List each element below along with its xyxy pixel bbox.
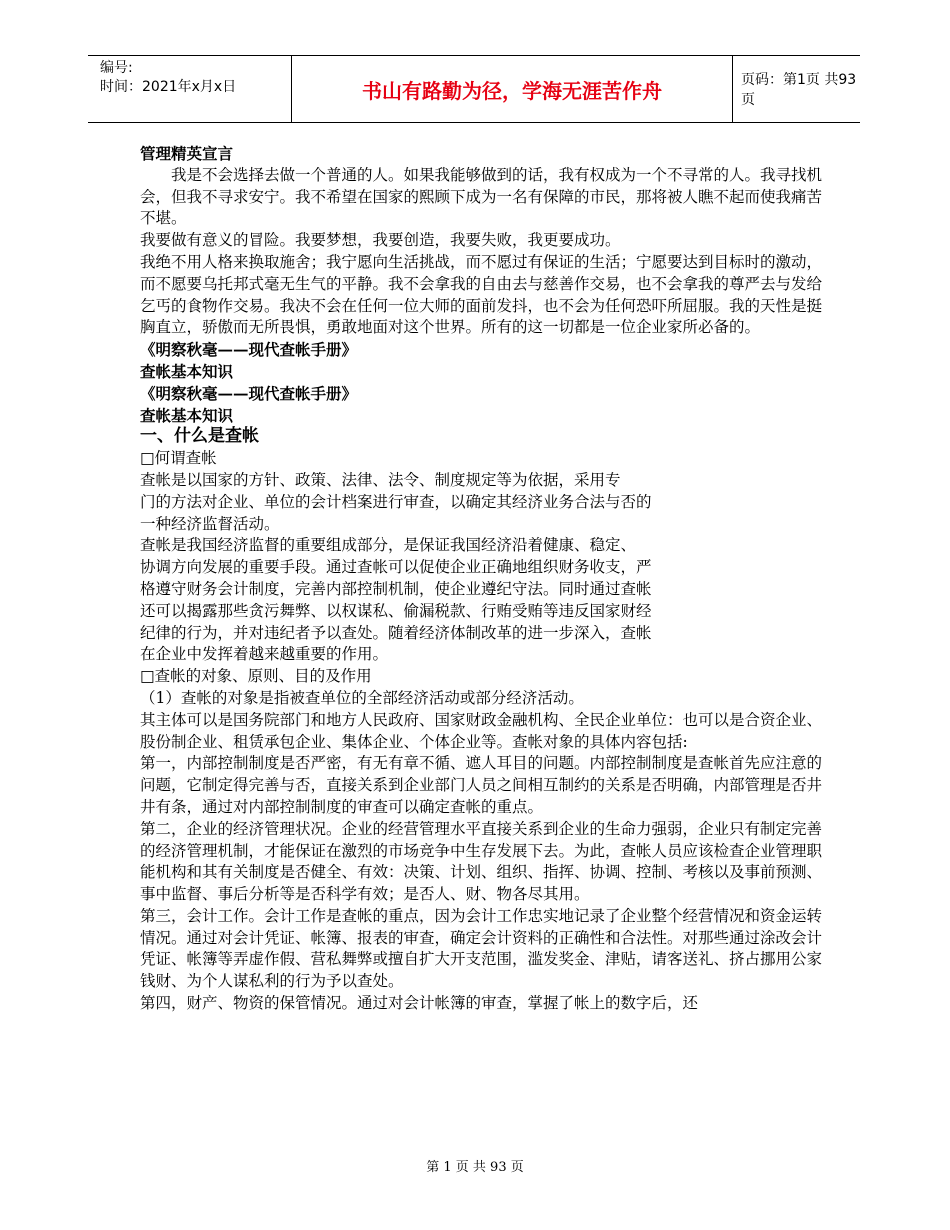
text-line: 格遵守财务会计制度，完善内部控制机制，使企业遵纪守法。同时通过查帐	[140, 579, 652, 598]
paragraph: 我是不会选择去做一个普通的人。如果我能够做到的话，我有权成为一个不寻常的人。我寻找机会，但我不寻求安宁。我不希望在国家的熙顾下成为一名有保障的市民，那将被人瞧不起而使我痛苦不堪。	[140, 165, 823, 228]
page-header	[88, 55, 860, 123]
time-label: 时间：2021年x月x日	[100, 79, 237, 95]
header-motto: 书山有路勤为径，学海无涯苦作舟	[291, 56, 733, 122]
section-heading: 查帐基本知识	[140, 361, 234, 381]
doc-title: 管理精英宣言	[140, 144, 234, 163]
paragraph: 其主体可以是国务院部门和地方人民政府、国家财政金融机构、全民企业单位：也可以是合资企业、股份制企业、租赁承包企业、集体企业、个体企业等。查帐对象的具体内容包括:	[140, 710, 823, 751]
paragraph: 我绝不用人格来换取施舍；我宁愿向生活挑战，而不愿过有保证的生活；宁愿要达到目标时的激动，而不愿要乌托邦式毫无生气的平静。我不会拿我的自由去与慈善作交易，也不会拿我的尊严去与发给乞丐的食物作交易。我决不会在任何一位大师的面前发抖，也不会为任何恐吓所屈服。我的天性是挺胸直立，骄傲而无所畏惧，勇敢地面对这个世界。所有的这一切都是一位企业家所必备的。	[140, 252, 823, 337]
header-page-info: 页码：第1页 共93页	[741, 72, 857, 108]
subheading: □何谓查帐	[140, 449, 217, 468]
text-line: 在企业中发挥着越来越重要的作用。	[140, 645, 389, 664]
text-line: 还可以揭露那些贪污舞弊、以权谋私、偷漏税款、行贿受贿等违反国家财经	[140, 601, 652, 620]
book-title: 《明察秋毫——现代查帐手册》	[140, 383, 358, 403]
document-body	[140, 143, 830, 1015]
text-line: 协调方向发展的重要手段。通过查帐可以促使企业正确地组织财务收支，严	[140, 558, 652, 577]
section-heading: 查帐基本知识	[140, 405, 234, 425]
section-heading: 一、什么是查帐	[140, 426, 259, 447]
page-footer: 第 1 页 共 93 页	[426, 1160, 524, 1175]
text-line: 门的方法对企业、单位的会计档案进行审查，以确定其经济业务合法与否的	[140, 492, 652, 511]
text-line: 纪律的行为，并对违纪者予以查处。随着经济体制改革的进一步深入，查帐	[140, 623, 652, 642]
paragraph: 第二，企业的经济管理状况。企业的经营管理水平直接关系到企业的生命力强弱，企业只有制定完善的经济管理机制，才能保证在激烈的市场竞争中生存发展下去。为此，查帐人员应该检查企业管理职能机构和其有关制度是否健全、有效：决策、计划、组织、指挥、协调、控制、考核以及事前预测、事中监督、事后分析等是否科学有效；是否人、财、物各尽其用。	[140, 819, 823, 904]
paragraph: 第三，会计工作。会计工作是查帐的重点，因为会计工作忠实地记录了企业整个经营情况和资金运转情况。通过对会计凭证、帐簿、报表的审查，确定会计资料的正确性和合法性。对那些通过涂改会计凭证、帐簿等弄虚作假、营私舞弊或擅自扩大开支范围，滥发奖金、津贴，请客送礼、挤占挪用公家钱财、为个人谋私利的行为予以查处。	[140, 906, 823, 991]
book-title: 《明察秋毫——现代查帐手册》	[140, 340, 358, 360]
paragraph: （1）查帐的对象是指被查单位的全部经济活动或部分经济活动。	[140, 688, 584, 707]
serial-label: 编号:	[100, 60, 133, 76]
text-line: 查帐是以国家的方针、政策、法律、法令、制度规定等为依据，采用专	[140, 470, 621, 489]
header-meta	[100, 59, 290, 97]
subheading: □查帐的对象、原则、目的及作用	[140, 667, 372, 686]
paragraph: 第一，内部控制制度是否严密，有无有章不循、遮人耳目的问题。内部控制制度是查帐首先应注意的问题，它制定得完善与否，直接关系到企业部门人员之间相互制约的关系是否明确，内部管理是否井井有条，通过对内部控制制度的审查可以确定查帐的重点。	[140, 754, 823, 816]
paragraph: 我要做有意义的冒险。我要梦想，我要创造，我要失败，我更要成功。	[140, 231, 621, 250]
text-line: 查帐是我国经济监督的重要组成部分，是保证我国经济沿着健康、稳定、	[140, 536, 637, 555]
text-line: 一种经济监督活动。	[140, 514, 280, 533]
paragraph: 第四，财产、物资的保管情况。通过对会计帐簿的审查，掌握了帐上的数字后，还	[140, 994, 699, 1013]
